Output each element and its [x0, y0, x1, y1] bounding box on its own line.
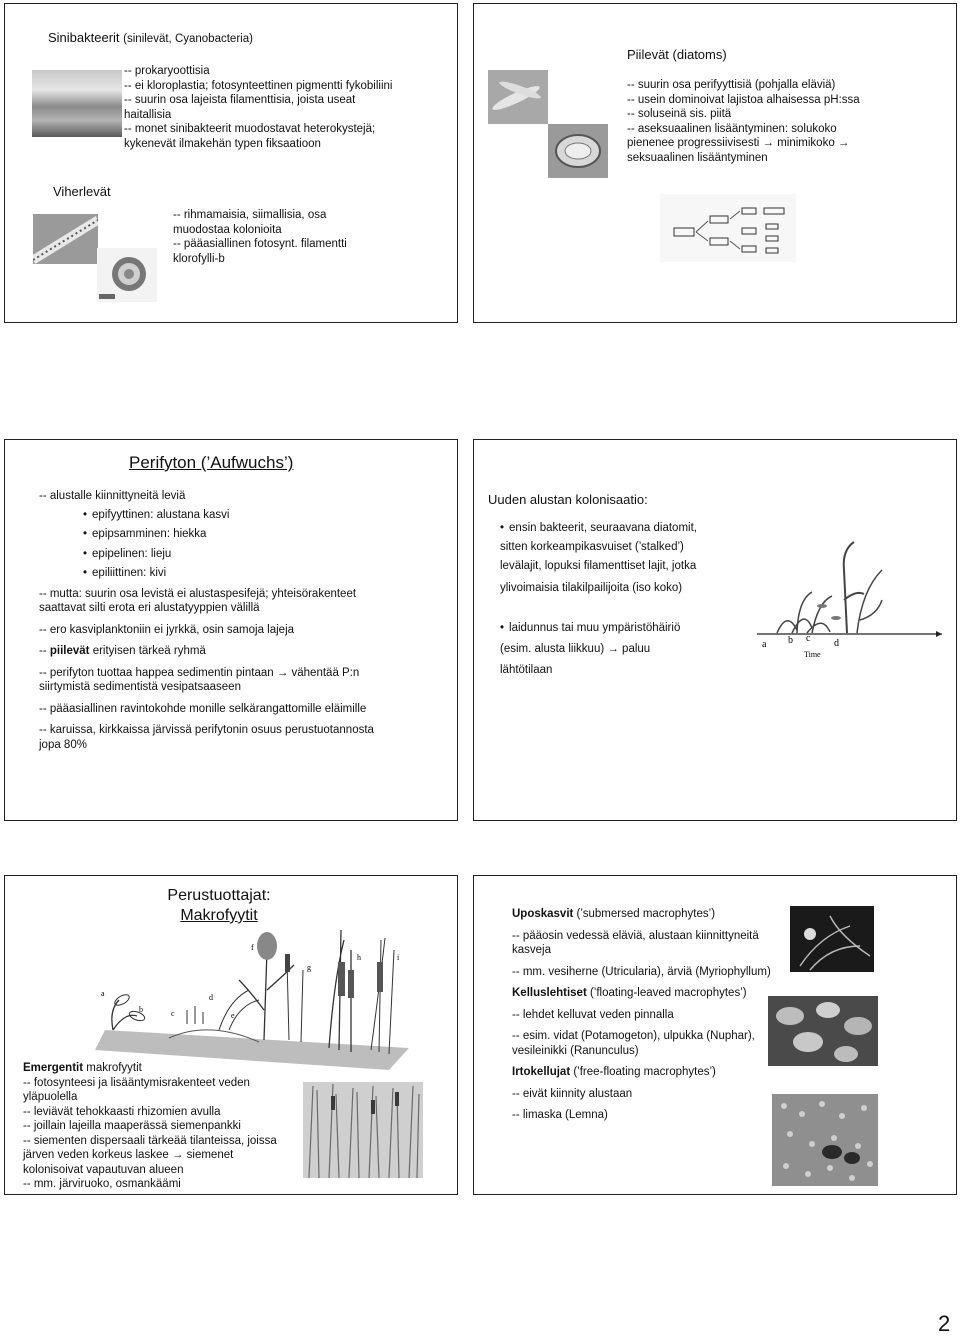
figure-axis-time: Time — [804, 650, 821, 658]
text-line: -- soluseinä sis. piitä — [627, 108, 732, 120]
plant-label: a — [101, 989, 105, 998]
text-line: -- pääasiallinen fotosynt. filamentti — [173, 238, 347, 250]
text-line: sitten korkeampikasvuiset (’stalked’) — [500, 541, 684, 553]
figure-label-d: d — [834, 638, 839, 649]
slide-colonisation — [473, 439, 957, 821]
text-line: -- ei kloroplastia; fotosynteettinen pigmentti fykobiliini — [124, 79, 393, 92]
text-line: kykenevät ilmakehän typen fiksaatioon — [124, 137, 321, 150]
green-text — [173, 208, 373, 266]
subheading — [512, 986, 802, 1001]
slide-macrophytes — [4, 875, 458, 1195]
text-line: -- mm. järviruoko, osmankäämi — [23, 1178, 181, 1190]
slide-diatoms — [473, 3, 957, 323]
text-line: -- limaska (Lemna) — [512, 1109, 608, 1121]
emergent-text — [23, 1061, 303, 1192]
colony-photo — [97, 248, 157, 302]
bullet-text: epipsamminen: hiekka — [92, 528, 207, 540]
aquatic-plant-text — [512, 907, 802, 1123]
cell-division-diagram — [660, 194, 796, 262]
colonisation-bullet-1 — [500, 519, 750, 598]
text-line: -- joillain lajeilla maaperässä siemenpankki — [23, 1120, 241, 1132]
text-span: -- — [39, 645, 50, 657]
text-line: ensin bakteerit, seuraavana diatomit, — [509, 522, 697, 534]
text-line: -- siementen dispersaali tärkeää tilanteissa, joissa — [23, 1134, 277, 1147]
text-line: -- usein dominoivat lajistoa alhaisessa pH:ssa — [627, 93, 860, 106]
paragraph: -- mutta: suurin osa levistä ei alustaspesifejä; yhteisörakenteet saattavat silti erota eri alustatyyppien välillä — [39, 587, 357, 614]
text-line: -- aseksuaalinen lisääntyminen: solukoko — [627, 122, 837, 135]
paragraph: -- pääasiallinen ravintokohde monille selkärangattomille eläimille — [39, 702, 367, 715]
diatom-photo-1 — [488, 70, 548, 124]
cyano-title — [48, 30, 253, 47]
title-line: Makrofyytit — [180, 907, 258, 924]
text-span: makrofyytit — [83, 1062, 142, 1074]
filament-photo — [33, 214, 98, 264]
text-line: -- leviävät tehokkaasti rhizomien avulla — [23, 1105, 221, 1118]
text-line: -- eivät kiinnity alustaan — [512, 1087, 633, 1100]
text-line: muodostaa kolonioita — [173, 223, 282, 236]
text-line: -- suurin osa perifyyttisiä (pohjalla eläviä) — [627, 79, 836, 91]
bullet-item: • epiliittinen: kivi — [83, 567, 167, 579]
colonisation-bullet-2 — [500, 618, 750, 681]
colonisation-title: Uuden alustan kolonisaatio: — [488, 492, 648, 507]
green-title: Viherlevät — [53, 184, 111, 199]
text-line: haitallisia — [124, 108, 172, 121]
diatom-photo-2 — [548, 124, 608, 178]
emergent-heading — [23, 1061, 303, 1076]
bold-text: Uposkasvit — [512, 908, 574, 920]
text-line: lähtötilaan — [500, 664, 553, 676]
text-line: -- fotosynteesi ja lisääntymisrakenteet veden — [23, 1076, 250, 1089]
page-number: 2 — [938, 1311, 951, 1336]
cyano-text — [124, 64, 454, 151]
text-span: erityisen tärkeä ryhmä — [89, 645, 206, 657]
bullet-text: epifyyttinen: alustana kasvi — [92, 508, 230, 521]
text-line: laidunnus tai muu ympäristöhäiriö — [509, 622, 681, 634]
paragraph — [39, 644, 449, 659]
slide-submersed — [473, 875, 957, 1195]
text-span: (’free-floating macrophytes’) — [570, 1066, 716, 1078]
text-line: seksuaalinen lisääntyminen — [627, 151, 768, 164]
cyano-title-text: Sinibakteerit — [48, 30, 120, 45]
bold-text: Kelluslehtiset — [512, 987, 587, 999]
plant-label: b — [139, 1005, 143, 1014]
succession-figure — [752, 530, 952, 658]
figure-label-b: b — [788, 635, 793, 646]
text-line: klorofylli-b — [173, 252, 225, 265]
text-span: (’floating-leaved macrophytes’) — [586, 987, 747, 999]
text-line: (esim. alusta liikkuu) → paluu — [500, 643, 651, 655]
figure-label-a: a — [762, 639, 767, 650]
plant-label: c — [171, 1009, 175, 1018]
text-line: -- pääosin vedessä eläviä, alustaan kiinnittyneitä — [512, 929, 759, 942]
text-line: -- monet sinibakteerit muodostavat heterokystejä; — [124, 123, 376, 135]
paragraph: -- ero kasviplanktoniin ei jyrkkä, osin samoja lajeja — [39, 623, 295, 636]
text-span: (’submersed macrophytes’) — [573, 908, 716, 920]
text-line: -- prokaryoottisia — [124, 65, 210, 77]
plant-label: h — [357, 953, 361, 962]
figure-label-c: c — [806, 633, 811, 644]
slide-algae — [4, 3, 458, 323]
reed-photo — [303, 1082, 423, 1178]
bullet-item: • epipsamminen: hiekka — [83, 528, 207, 540]
bullet-item: • epipelinen: lieju — [83, 547, 172, 560]
duckweed-photo — [772, 1094, 878, 1186]
bullet-dot: • — [500, 522, 505, 534]
bullet-text: epiliittinen: kivi — [92, 567, 167, 579]
text-line: ylivoimaisia tilakilpailijoita (iso koko) — [500, 582, 683, 594]
slide-periphyton — [4, 439, 458, 821]
bullet-dot: • — [500, 622, 505, 634]
text-line: -- esim. vidat (Potamogeton), ulpukka (Nuphar), — [512, 1030, 755, 1042]
text-line: kolonisoivat vapautuvan alueen — [23, 1163, 184, 1176]
bold-text: Irtokellujat — [512, 1066, 571, 1078]
diatoms-text — [627, 78, 947, 165]
diatoms-title: Piilevät (diatoms) — [627, 47, 727, 62]
text-line: -- alustalle kiinnittyneitä leviä — [39, 490, 186, 502]
text-line: pienenee progressiivisesti → minimikoko → — [627, 137, 850, 149]
subheading — [512, 907, 802, 922]
plant-label: e — [231, 1011, 235, 1020]
emergent-plants-illustration — [89, 920, 429, 1070]
paragraph: -- perifyton tuottaa happea sedimentin pintaan → vähentää P:n siirtymistä sedimentistä vesipatsaaseen — [39, 666, 360, 693]
periphyton-body — [39, 489, 449, 752]
bold-text: Emergentit — [23, 1062, 84, 1074]
plant-label: g — [307, 963, 311, 972]
text-line: -- suurin osa lajeista filamenttisia, joista useat — [124, 94, 356, 106]
paragraph: -- karuissa, kirkkaissa järvissä perifytonin osuus perustuotannosta jopa 80% — [39, 724, 374, 751]
text-line: kasveja — [512, 944, 551, 956]
periphyton-title: Perifyton (’Aufwuchs’) — [129, 453, 294, 472]
submersed-plant-photo — [790, 906, 874, 972]
plant-label: d — [209, 993, 213, 1002]
subheading — [512, 1065, 802, 1080]
text-line: yläpuolella — [23, 1091, 78, 1103]
text-line: vesileinikki (Ranunculus) — [512, 1044, 639, 1057]
text-line: -- lehdet kelluvat veden pinnalla — [512, 1008, 674, 1021]
text-line: järven veden korkeus laskee → siemenet — [23, 1149, 234, 1161]
bullet-text: epipelinen: lieju — [92, 547, 172, 560]
text-line: levälajit, lopuksi filamenttiset lajit, jotka — [500, 560, 697, 572]
floating-leaves-photo — [768, 996, 878, 1066]
cyano-subtitle: (sinilevät, Cyanobacteria) — [123, 33, 253, 45]
title-line: Perustuottajat: — [167, 887, 271, 904]
text-line: -- rihmamaisia, siimallisia, osa — [173, 209, 327, 221]
bold-text: piilevät — [49, 645, 90, 657]
plant-label: f — [251, 943, 254, 952]
plant-label: i — [397, 953, 400, 962]
bullet-item: • epifyyttinen: alustana kasvi — [83, 508, 230, 521]
lake-photo — [32, 70, 122, 137]
text-line: -- mm. vesiherne (Utricularia), ärviä (Myriophyllum) — [512, 965, 771, 978]
